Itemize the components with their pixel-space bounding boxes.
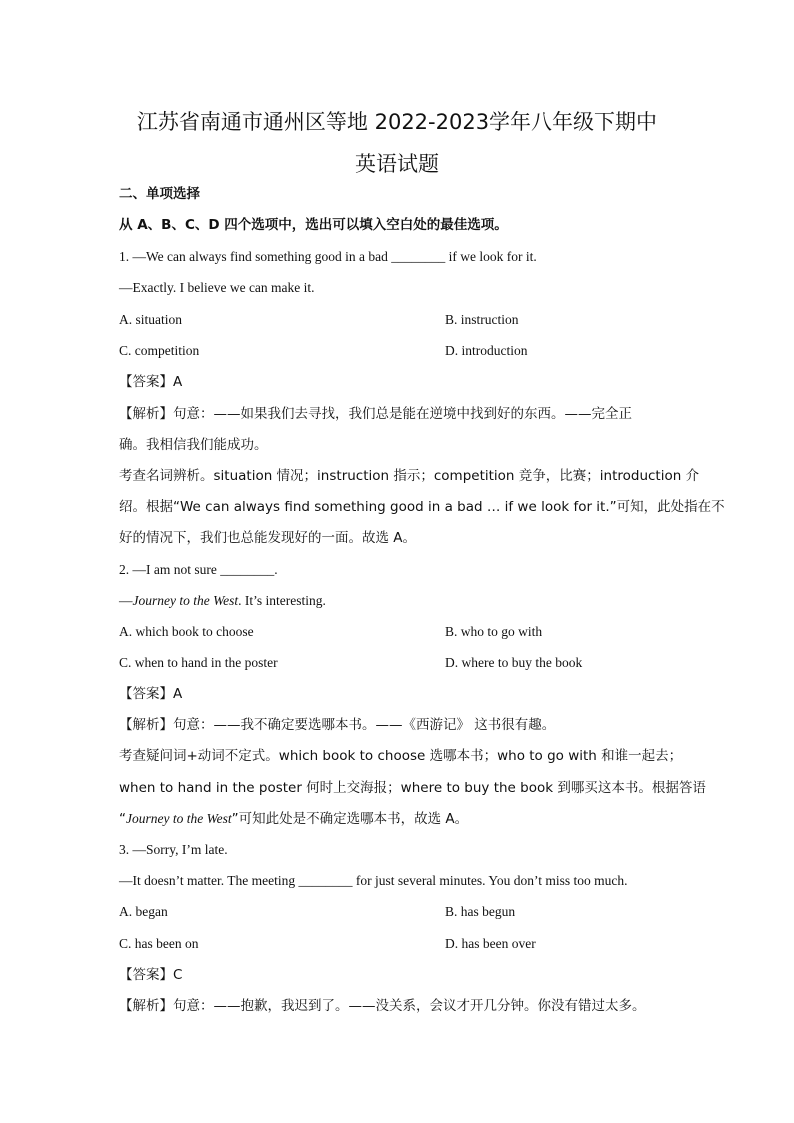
q1-option-b: B. instruction — [445, 312, 519, 327]
q2-answer: 【答案】A — [119, 686, 183, 702]
instruction-text: 从 A、B、C、D 四个选项中，选出可以填入空白处的最佳选项。 — [119, 217, 508, 233]
q1-option-c: C. competition — [119, 343, 200, 358]
q2-stem-line-2: —Journey to the West. It’s interesting. — [119, 593, 326, 608]
q2-explanation-1: 【解析】句意：——我不确定要选哪本书。——《西游记》 这书很有趣。 — [119, 717, 556, 733]
q2-option-d: D. where to buy the book — [445, 655, 583, 670]
q2-explanation-book-title: Journey to the West — [126, 811, 232, 826]
q2-stem-line-1: 2. —I am not sure ________. — [119, 562, 278, 577]
q3-stem-line-1: 3. —Sorry, I’m late. — [119, 842, 228, 857]
q2-explanation-2: 考查疑问词+动词不定式。which book to choose 选哪本书；who to go with 和谁一起去； — [119, 748, 683, 764]
title-line-2: 英语试题 — [355, 152, 439, 176]
q1-explanation-5: 好的情况下，我们也总能发现好的一面。故选 A。 — [119, 530, 417, 546]
q3-option-b: B. has begun — [445, 904, 516, 919]
section-heading: 二、单项选择 — [119, 186, 200, 202]
q3-explanation-1: 【解析】句意：——抱歉，我迟到了。——没关系，会议才开几分钟。你没有错过太多。 — [119, 998, 646, 1014]
q1-stem-line-2: —Exactly. I believe we can make it. — [119, 280, 315, 295]
q2-book-title: Journey to the West — [132, 593, 239, 608]
q2-option-c: C. when to hand in the poster — [119, 655, 278, 670]
q3-option-c: C. has been on — [119, 936, 199, 951]
q2-explanation-4: “Journey to the West”可知此处是不确定选哪本书，故选 A。 — [119, 811, 469, 827]
q1-answer: 【答案】A — [119, 374, 183, 390]
q2-option-b: B. who to go with — [445, 624, 543, 639]
q1-explanation-1: 【解析】句意：——如果我们去寻找，我们总是能在逆境中找到好的东西。——完全正 — [119, 406, 632, 422]
q3-stem-line-2: —It doesn’t matter. The meeting ________ for just several minutes. You don’t miss too much. — [119, 873, 628, 888]
q1-option-d: D. introduction — [445, 343, 528, 358]
q3-option-a: A. began — [119, 904, 168, 919]
q1-explanation-4: 绍。根据“We can always find something good in a bad … if we look for it.”可知，此处指在不 — [119, 499, 725, 515]
title-line-1: 江苏省南通市通州区等地 2022-2023学年八年级下期中 — [136, 110, 658, 134]
q2-explanation-3: when to hand in the poster 何时上交海报；where to buy the book 到哪买这本书。根据答语 — [119, 780, 706, 796]
q1-option-a: A. situation — [119, 312, 182, 327]
q3-option-d: D. has been over — [445, 936, 536, 951]
q3-answer: 【答案】C — [119, 967, 183, 983]
q1-stem-line-1: 1. —We can always find something good in a bad ________ if we look for it. — [119, 249, 537, 264]
q1-explanation-3: 考查名词辨析。situation 情况；instruction 指示；competition 竞争，比赛；introduction 介 — [119, 468, 700, 484]
q1-explanation-2: 确。我相信我们能成功。 — [119, 437, 268, 453]
q2-option-a: A. which book to choose — [119, 624, 254, 639]
